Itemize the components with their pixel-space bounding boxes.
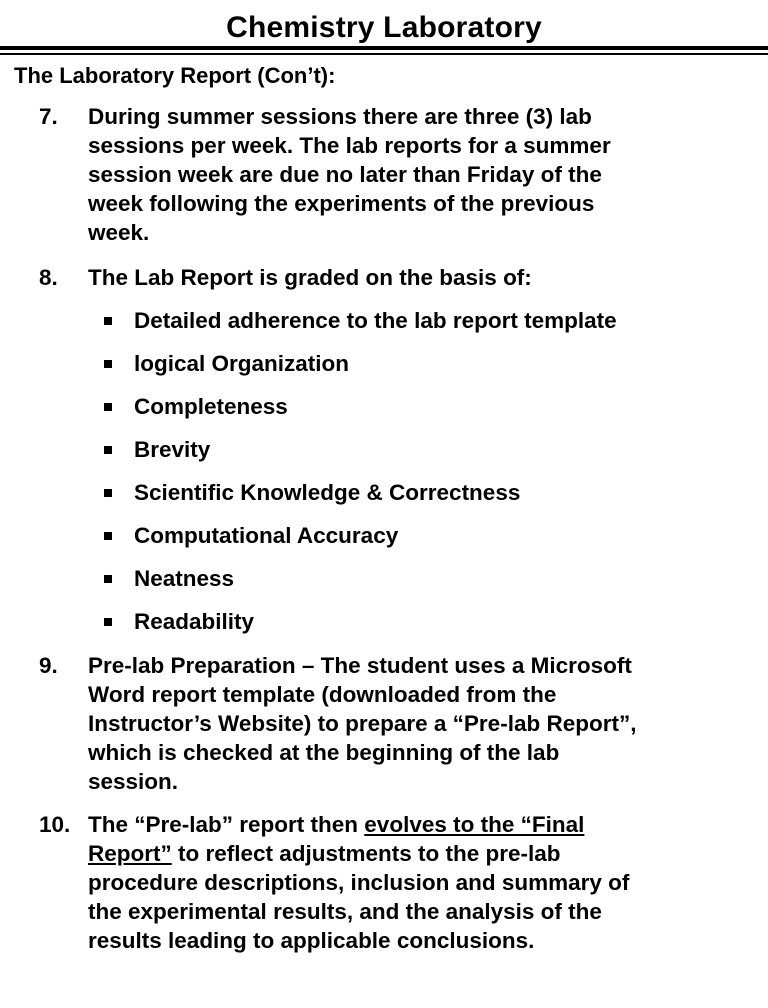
square-bullet-icon [104,489,112,497]
item-line [88,810,764,839]
item-line: During summer sessions there are three (3) lab [88,104,592,129]
square-bullet-icon [104,360,112,368]
title-rule-thick [0,46,768,50]
item-line: Instructor’s Website) to prepare a “Pre-lab Report”, [88,711,637,736]
bullet-text: Completeness [134,394,288,419]
item-line: session. [88,769,179,794]
item-line: results leading to applicable conclusions. [88,928,535,953]
item-text [88,263,764,292]
section-subtitle: The Laboratory Report (Con’t): [14,63,336,88]
item-line: sessions per week. The lab reports for a summer [88,133,611,158]
list-item-8 [0,263,768,292]
item-line-text: to reflect adjustments to the pre-lab [171,841,561,866]
item-line: procedure descriptions, inclusion and summary of [88,870,630,895]
item-line: week following the experiments of the previous [88,191,595,216]
item-line: session week are due no later than Friday of the [88,162,602,187]
square-bullet-icon [104,532,112,540]
item-text [88,102,764,247]
item-number: 7. [39,104,58,129]
square-bullet-icon [104,575,112,583]
bullet-text: Scientific Knowledge & Correctness [134,480,521,505]
square-bullet-icon [104,446,112,454]
item-line [88,839,764,868]
item-line: week. [88,220,150,245]
list-item-7 [0,102,768,247]
bullet-text: Neatness [134,566,235,591]
item-number: 9. [39,653,58,678]
square-bullet-icon [104,317,112,325]
item-line-text: The “Pre-lab” report then [88,812,365,837]
page-title: Chemistry Laboratory [226,11,542,44]
item-text [88,651,764,796]
item-line: Pre-lab Preparation – The student uses a Microsoft [88,653,632,678]
bullet-text: Computational Accuracy [134,523,399,548]
item-line: the experimental results, and the analysis of the [88,899,602,924]
underlined-phrase: evolves to the “Final [364,812,585,837]
list-item-9 [0,651,768,796]
item-number: 10. [39,812,71,837]
list-item-10 [0,810,768,955]
bullet-text: logical Organization [134,351,350,376]
bullet-text: Readability [134,609,255,634]
square-bullet-icon [104,618,112,626]
item-line: Word report template (downloaded from the [88,682,557,707]
item-text [88,810,764,955]
square-bullet-icon [104,403,112,411]
item-line: which is checked at the beginning of the lab [88,740,560,765]
underlined-phrase: Report” [88,841,172,866]
bullet-text: Detailed adherence to the lab report template [134,308,617,333]
title-rule-thin [0,53,768,55]
item-line: The Lab Report is graded on the basis of: [88,265,532,290]
bullet-text: Brevity [134,437,211,462]
item-number: 8. [39,265,58,290]
